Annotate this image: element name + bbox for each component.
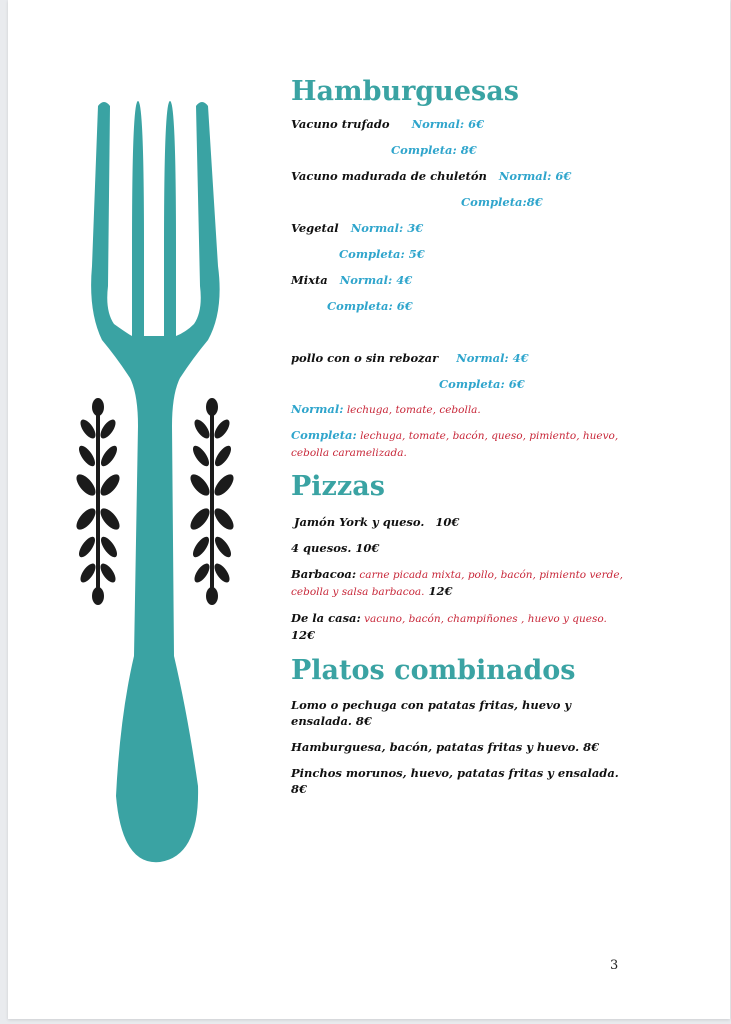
item-price-normal: Normal: 4€ [339,273,413,288]
item-price-normal: Normal: 6€ [411,117,485,132]
menu-item [291,540,631,556]
menu-item [291,116,631,132]
item-desc: carne picada mixta, pollo, bacón, pimiento verde, cebolla y salsa barbacoa. [291,568,623,598]
item-price-normal: Normal: 4€ [456,351,529,366]
note-label: Normal: [291,402,344,417]
item-price-completa: Completa:8€ [461,195,543,210]
menu-page [8,0,730,1019]
leaf-sprig-right [187,398,237,605]
menu-content [291,76,631,797]
menu-item [291,566,631,600]
item-desc: vacuno, bacón, champiñones , huevo y queso. [360,612,607,625]
item-name: Barbacoa: [291,566,357,581]
section-title-pizzas: Pizzas [291,471,385,503]
item-name: Vacuno trufado [291,117,390,132]
item-name: pollo con o sin rebozar [291,351,439,366]
item-price-completa: Completa: 8€ [391,143,477,158]
menu-item: Pinchos morunos, huevo, patatas fritas y ensalada. 8€ [291,766,619,797]
menu-item-sub [291,246,631,262]
menu-item [291,168,631,184]
item-price-completa: Completa: 5€ [339,247,425,262]
note-text: lechuga, tomate, bacón, queso, pimiento, huevo, cebolla caramelizada. [291,430,619,460]
item-price-completa: Completa: 6€ [439,377,525,392]
page-number: 3 [610,958,619,973]
item-name: Jamón York y queso. [294,514,425,529]
menu-item-sub [291,376,631,392]
item-name: De la casa: [291,610,361,625]
item-price-normal: Normal: 6€ [498,169,572,184]
item-name: Mixta [291,273,328,288]
menu-item-sub [291,142,631,158]
item-price-normal: Normal: 3€ [350,221,424,236]
menu-item [291,350,631,366]
leaf-sprig-left [73,398,123,605]
menu-item: Lomo o pechuga con patatas fritas, huevo y ensalada. 8€ [291,698,572,729]
note-text: lechuga, tomate, cebolla. [343,404,481,417]
item-price: 12€ [291,627,316,642]
menu-item-sub [291,194,631,210]
item-name: 4 quesos. [291,540,352,555]
menu-item [291,272,631,288]
note-label: Completa: [291,428,357,443]
menu-item [291,514,631,530]
item-price-completa: Completa: 6€ [327,299,413,314]
fork-illustration [68,96,268,866]
burger-note-normal [291,401,631,418]
section-title-burgers: Hamburguesas [291,76,519,107]
item-name: Vegetal [291,221,339,236]
item-price: 10€ [355,540,380,555]
item-name: Vacuno madurada de chuletón [291,169,487,184]
menu-item [291,220,631,236]
menu-item: Hamburguesa, bacón, patatas fritas y huevo. 8€ [291,740,600,755]
menu-item-sub [291,298,631,314]
menu-item [291,610,631,643]
item-price: 10€ [435,514,460,529]
section-title-combos: Platos combinados [291,654,576,686]
item-price: 12€ [428,583,453,598]
burger-note-completa [291,427,631,461]
